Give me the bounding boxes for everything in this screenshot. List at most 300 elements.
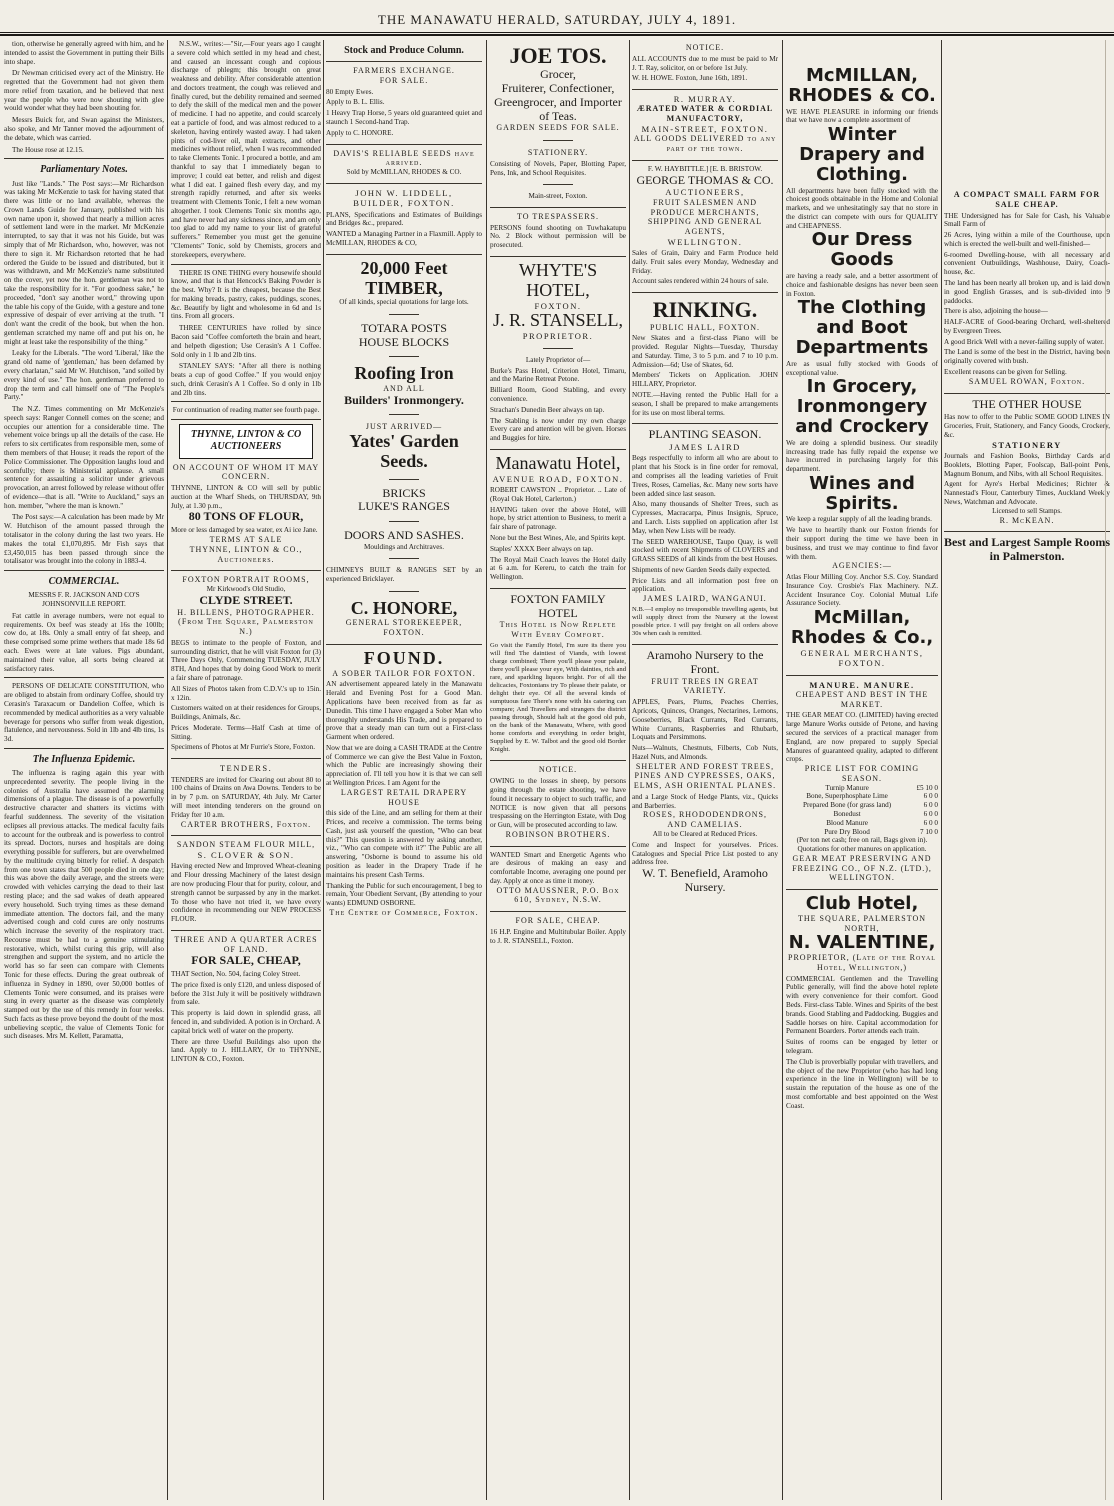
ad-body: Price Lists and all information post free on application. [632, 576, 778, 594]
ad-body: ROBERT CAWSTON .. Proprietor. .. Late of (Royal Oak Hotel, Carlerton.) [490, 486, 626, 503]
price-list [786, 784, 938, 837]
masthead-rule [0, 32, 1114, 33]
ad-body: Apply to B. L. Ellis. [326, 98, 385, 107]
ad-heading: TO TRESPASSERS. [517, 211, 599, 221]
advertisement [171, 463, 321, 565]
column-rule [782, 40, 783, 1500]
advertisement [944, 398, 1110, 526]
ad-headline: Wines and Spirits. [809, 472, 915, 514]
advertisement [944, 536, 1110, 564]
ad-body: this side of the Line, and am selling for them at their Prices, and receive a commission. The terms being Cash, just ask yourself the question, "Who can beat this?" This question is answered by asking another, viz., "Who can compete with it?" The Public are all answering, "Osborne is bound to assume his old position as leader in the Drapery Trade if he maintains his present Cash Terms. [326, 809, 482, 879]
divider [326, 644, 482, 645]
ad-body: PERSONS found shooting on Tuwhakatupu No. 2 Block without permission will be prosecuted. [490, 223, 626, 250]
price-row [786, 810, 938, 819]
ad-signature: W. T. Benefield, Aramoho Nursery. [642, 866, 768, 894]
ad-line: WELLINGTON. [667, 236, 743, 247]
advertisement [490, 261, 626, 443]
ad-body: Come and Inspect for yourselves. Prices. Catalogues and Special Price List posted to any address free. [632, 840, 778, 867]
ad-headline: FOR SALE, CHEAP, [191, 953, 301, 968]
ad-body: and a Large Stock of Hedge Plants, viz., Quicks and Barberries. [632, 792, 778, 810]
ad-headline: WHYTE'S HOTEL, [518, 259, 598, 300]
ad-line: AND ALL [383, 384, 425, 394]
divider [171, 835, 321, 836]
paragraph: Messrs Buick for, and Swan against the Ministers, also spoke, and Mr Tanner moved the adjournment of the debate, which was carried. [4, 116, 164, 142]
advertisement [944, 190, 1110, 387]
price-value: 6 0 0 [923, 792, 938, 801]
ad-heading: NOTICE. [685, 43, 725, 52]
column-rule [629, 40, 630, 1500]
advertisement [326, 649, 482, 918]
price-value: 6 0 0 [923, 809, 938, 818]
ad-body: Has now to offer to the Public SOME GOOD LINES IN Groceries, Fruit, Stationery, and Fancy Goods, Crockery, &c. [944, 413, 1110, 439]
auctioneer-stamp: THYNNE, LINTON & CO AUCTIONEERS [179, 424, 313, 458]
ad-body: Strachan's Dunedin Beer always on tap. [490, 405, 605, 414]
price-value: 7 10 0 [920, 827, 938, 836]
column-4 [490, 40, 626, 1500]
advertisement [786, 66, 938, 669]
divider [490, 760, 626, 761]
ad-body: are having a ready sale, and a better assortment of choice and fashionable designs has never been seen in Foxton. [786, 272, 938, 298]
ad-headline: C. HONORE, [350, 597, 458, 618]
divider [171, 401, 321, 402]
advertisement [490, 765, 626, 839]
ad-heading: MANURE. MANURE. [809, 679, 915, 690]
ad-line: Builders' Ironmongery. [344, 392, 464, 407]
ad-headline: JOE TOS. [509, 43, 607, 68]
paragraph: STANLEY SAYS: "After all there is nothing beats a cup of good Coffee." If you would enjoy such, drink Cerasin's A 1 Coffee. So d only in 1lb and 2lb tins. [171, 362, 321, 397]
price-item: Turnip Manure [825, 783, 869, 792]
ad-line: Lately Proprietor of— [525, 355, 591, 364]
ad-body: The Land is some of the best in the District, having been originally covered with bush. [944, 348, 1110, 366]
ad-heading: ON ACCOUNT OF WHOM IT MAY CONCERN. [172, 462, 320, 482]
ad-body: COMMERCIAL Gentlemen and the Travelling Public generally, will find the above hotel replete with every convenience for their comfort. Good Beds. First-class Table. Wines and Spirits of the best brands. Good Stabling and Paddocking. Buggies and Saddle horses on hire. Capital accommodation for Permanent Boarders. Porter attends each train. [786, 974, 938, 1036]
ad-headline: J. R. STANSELL, [492, 309, 624, 330]
price-row [786, 784, 938, 793]
ad-line: FRUIT SALESMEN AND PRODUCE MERCHANTS, SHIPPING AND GENERAL AGENTS, [647, 197, 763, 236]
ad-body: Suites of rooms can be engaged by letter or telegram. [786, 1038, 938, 1055]
price-row [786, 828, 938, 837]
ad-body: We are doing a splendid business. Our steadily increasing trade has fully repaid the expense we have incurred in purchasing largely for this department. [786, 438, 938, 474]
ad-line: All to be Cleared at Reduced Prices. [652, 829, 758, 838]
ad-body: Specimens of Photos at Mr Furrie's Store, Foxton. [171, 743, 316, 752]
ad-body: TENDERS are invited for Clearing out about 80 to 100 chains of Drains on Awa Downs. Tenders to be in by 7 p.m. on SATURDAY, 4th July. Mr Carter will meet intending tenderers on the ground on Friday fter 10 a.m. [171, 775, 321, 819]
ad-headline: Aramoho Nursery to the Front. [646, 648, 764, 676]
ad-body: Go visit the Family Hotel, I'm sure its there you will find The daintiest of Viands, with lowest charge combined; There you'll please your palate, there you'll please your eye, With dainties, rich and rare, and sparkling liquors bright. For of all the delicacies, Foxtonians try To please their palate, or delight their eye. Of all the several kinds of sumptuous fare There's none with his catering can compare; And Travellers and strangers the district passing through, Should halt at the good old pub, on the bank of the Manawatu, Where, with good home comforts and everything in order bright, Supplied by E. W. Talbot and the good old Border Knight. [490, 641, 626, 754]
divider [490, 207, 626, 208]
divider [4, 570, 164, 571]
paragraph: Leaky for the Liberals. "The word 'Liberal,' like the grand old name of 'gentleman,' has been defamed by every charlatan," said Mr W. Hutchison, "and soiled by every kind of use." The hon. gentleman preferred to drop the term and call himself one of "The People's Party." [4, 349, 164, 402]
ad-heading: SANDON STEAM FLOUR MILL, [176, 840, 316, 850]
subheading: MESSRS F. R. JACKSON AND CO'S JOHNSONVILLE REPORT. [28, 591, 140, 609]
ad-line: AVENUE ROAD, FOXTON. [492, 473, 624, 484]
ad-signature: R. McKEAN. [999, 515, 1055, 525]
divider [632, 89, 778, 90]
ad-line: ALL GOODS DELIVERED to any part of the town. [633, 134, 777, 154]
separator [326, 554, 482, 563]
ad-body: 6-roomed Dwelling-house, with all necessary and convenient Outbuildings, Washhouse, Dairy, Coach-house, &c. [944, 250, 1110, 277]
ad-body: HALF-ACRE of Good-bearing Orchard, well-sheltered by Evergreen Trees. [944, 318, 1110, 335]
ad-body: THYNNE, LINTON & CO will sell by public auction at the Wharf Sheds, on THURSDAY, 9th July, at 1.30 p.m., [171, 484, 321, 510]
masthead-title: THE MANAWATU HERALD, SATURDAY, JULY 4, 1891. [377, 12, 737, 27]
ad-headline: GEORGE THOMAS & CO. [636, 172, 774, 187]
ad-body: CHIMNEYS BUILT & RANGES SET by an experienced Bricklayer. [326, 566, 482, 584]
price-row [786, 819, 938, 828]
ad-body: NOTE.—Having rented the Public Hall for a season, I shall be prepared to make arrangements for its use on most liberal terms. [632, 390, 778, 417]
advertisement [171, 763, 321, 829]
ad-line: Licensed to sell Stamps. [992, 506, 1062, 515]
ad-body: None but the Best Wines, Ale, and Spirits kept. [490, 533, 626, 542]
advertisement [490, 454, 626, 582]
advertisement [490, 851, 626, 906]
ad-body: PLANS, Specifications and Estimates of Buildings and Bridges &c., prepared. [326, 210, 482, 228]
section-heading: Parliamentary Notes. [40, 164, 128, 176]
ad-line: AUCTIONEERS, [665, 187, 745, 198]
ad-body: Staples' XXXX Beer always on tap. [490, 544, 594, 553]
ad-body: Are as usual fully stocked with Goods of exceptional value. [786, 359, 938, 377]
ad-line: Fruiterer, Confectioner, [501, 81, 615, 96]
price-item: Prepared Bone (for grass land) [802, 801, 892, 810]
ad-body: Consisting of Novels, Paper, Blotting Paper, Pens, Ink, and School Requisites. [490, 159, 626, 177]
ad-line: MAIN-STREET, FOXTON. [641, 123, 769, 134]
ad-body: Customers waited on at their residences for Groups, Buildings, Animals, &c. [171, 704, 321, 722]
ad-line: Mouldings and Architraves. [363, 542, 445, 551]
advertisement [632, 428, 778, 638]
paragraph: tion, otherwise he generally agreed with him, and he intended to assist the Government in putting their Bills into shape. [4, 40, 164, 66]
separator [326, 411, 482, 420]
advertisement [632, 165, 778, 286]
ad-headline: 20,000 Feet TIMBER, [360, 257, 448, 298]
column-7 [944, 40, 1110, 1500]
divider [171, 758, 321, 759]
separator [490, 180, 626, 189]
ad-line: Main-street, Foxton. [528, 192, 588, 201]
ad-line: ÆRATED WATER & CORDIAL MANUFACTORY, [636, 104, 774, 124]
divider [326, 183, 482, 184]
ad-line: F. W. HAYBITTLE.] [E. B. BRISTOW. [647, 164, 763, 173]
ad-signature: JAMES LAIRD, WANGANUI. [643, 594, 767, 604]
ad-body: We have to heartily thank our Foxton friends for their support during the time we have been in business, and trust we may continue to find favor with them. [786, 526, 938, 561]
ad-heading: AGENCIES:— [832, 561, 892, 571]
advertisement [490, 43, 626, 201]
ad-body: Shipments of new Garden Seeds daily expected. [632, 565, 771, 574]
divider [944, 393, 1110, 394]
ad-line: BUILDER, FOXTON. [353, 198, 455, 209]
ad-heading: FOXTON PORTRAIT ROOMS, [182, 575, 310, 585]
ad-headline: The Clothing and Boot Departments [795, 297, 929, 358]
price-item: Blood Manure [826, 818, 868, 827]
divider [632, 423, 778, 424]
divider [632, 160, 778, 161]
ad-heading: DAVIS'S RELIABLE SEEDS have arrived. [333, 148, 475, 168]
paragraph: N.S.W., writes:—"Sir,—Four years ago I caught a severe cold which settled in my head and chest, and caused an incessant cough and copious discharge of phlegm; this brought on great weakness and debility. After considerable attention and doctors treatment, the cough was relieved and finally cured, but the debility remained and seemed to defy the skill of the medical men and the power of medicine. I had no appetite, and could scarcely eat a particle of food, and was almost reduced to a skeleton, having entirely wasted away. I had taken pints of cod-liver oil, malt extracts, and other medicines without relief, when I was recommended to take Clements Tonic. I procured a bottle, and am thankful to say that I immediately began to improve; I could eat better, and relish and digest what I did eat. I gained flesh every day, and my strength rapidly returned, and after six weeks treatment with Clements Tonic, I felt a new woman altogether. I took Clements Tonic six months ago, and have never had any sickness since, and am only too glad to add my name to your list of grateful sufferers." Remember you must get the genuine "Clements" Tonic, sold by Chemists, grocers and storekeepers, everywhere. [171, 40, 321, 259]
ad-headline: 80 TONS OF FLOUR, [188, 509, 304, 524]
ad-body: Agent for Ayre's Herbal Medicines; Richter & Nannestad's Flour, Canterbury Times, Auckland Weekly News, Watchman and Advocate. [944, 480, 1110, 506]
divider [326, 61, 482, 62]
ad-body: Sales of Grain, Dairy and Farm Produce held daily. Fruit sales every Monday, Wednesday and Friday. [632, 249, 778, 275]
separator [326, 517, 482, 526]
ad-headline: PLANTING SEASON. [648, 427, 762, 442]
ad-line: H. BILLENS, PHOTOGRAPHER. (From The Square, Palmerston N.) [177, 607, 315, 637]
ad-body: Nuts—Walnuts, Chestnuts, Filberts, Cob Nuts, Hazel Nuts, and Almonds. [632, 744, 778, 761]
ad-body: 26 Acres, lying within a mile of the Courthouse, upon which is erected the well-built and well-finished— [944, 231, 1110, 248]
ad-body: BEGS to intimate to the people of Foxton, and surrounding district, that he will visit Foxton for (3) Three Days Only, Commencing TUESDAY, JULY 8TH, And hopes that by doing Good Work to merit a fair share of patronage. [171, 638, 321, 682]
ad-signature: The Centre of Commerce, Foxton. [329, 907, 479, 917]
ad-body: W. H. HOWE. Foxton, June 16th, 1891. [632, 74, 748, 83]
ad-line: This Hotel is Now Replete With Every Comfort. [499, 620, 617, 640]
ad-heading: TENDERS. [219, 763, 273, 774]
ad-body: Having erected New and Improved Wheat-cleaning and Flour dressing Machinery of the latest design are now producing Flour that for purity, colour, and strength cannot be surpassed by any in the market. To those who have not tried it, we have every confidence in recommending our NEW PROCESS FLOUR. [171, 862, 321, 924]
ad-body: APPLES, Pears, Plums, Peaches Cherries, Apricots, Quinces, Oranges, Nectarines, Lemons, Gooseberries, Black Currants, Red Currants, White Currants, Raspberries and Rhubarb, Loquats and Persimmons. [632, 698, 778, 742]
ad-line: PUBLIC HALL, FOXTON. [649, 322, 761, 332]
ad-body: N.B.—I employ no irresponsible travelling agents, but will supply direct from the Nursery at the lowest possible price. I will pay freight on all orders above 30s when cash is remitted. [632, 605, 778, 638]
ad-body: More or less damaged by sea water, ex Ai ice Jane. [171, 526, 318, 535]
ad-body: THE GEAR MEAT CO. (LIMITED) having erected large Manure Works outside of Petone, and having secured the services of a practical manager from England, are now prepared to supply Special Manures of guaranteed quality, adapted to different crops. [786, 711, 938, 764]
advertisement [632, 649, 778, 895]
paragraph: PERSONS OF DELICATE CONSTITUTION, who are obliged to abstain from ordinary Coffee, should try Cerasin's Taraxacum or Dandelion Coffee, which is recommended by medical authorities as a very valuable beverage for persons who suffer from weak digestion, flatulence, and nervousness. Sold in 1lb and 4lb tins, 1s 3d. [4, 682, 164, 744]
ad-headline: RINKING. [652, 297, 758, 323]
separator [326, 310, 482, 319]
price-item: Bone, Superphosphate Lime [806, 792, 888, 801]
ad-line: Grocer, [540, 67, 576, 82]
ad-body: Thanking the Public for such encouragement, I beg to remain, Your Obedient Servant, (By attending to your wants) EDMUND OSBORNE. [326, 881, 482, 908]
column-rule [486, 40, 487, 1500]
ad-body: THAT Section, No. 504, facing Coley Street. [171, 970, 301, 979]
advertisement [171, 935, 321, 1064]
advertisement [490, 593, 626, 755]
divider [632, 644, 778, 645]
divider [490, 846, 626, 847]
paragraph: The House rose at 12.15. [12, 145, 84, 154]
ad-body: Billiard Room, Good Stabling, and every convenience. [490, 386, 626, 403]
ad-heading: R. MURRAY. [673, 94, 737, 105]
ad-line: PROPRIETOR. [522, 330, 594, 341]
page-edge [1105, 40, 1112, 1500]
paragraph: The N.Z. Times commenting on Mr McKenzie's speech says: Ranger Connell comes on the scene; and occupies our attention for a considerable time. The vehement voice brings up all the details of the case. He refers to six certificates from responsible men, some of them members of that House; it reads the report of the Police Commissioner. The Opposition laughs loud and scornfully; there is Ministerial applause. A small sentence for assaulting a solicitor under grievous provocation, an arrest followed by release without offer of evidence—that is all. "Write to Auckland," says an hon. member, "where the man is known." [4, 405, 164, 510]
divider [786, 675, 938, 676]
ad-headline: Yates' Garden Seeds. [349, 431, 459, 471]
ad-body: Prices Moderate. Terms—Half Cash at time of Sitting. [171, 723, 321, 741]
ad-body: ALL ACCOUNTS due to me must be paid to Mr J. T. Ray, solicitor, on or before 1st July. [632, 54, 778, 72]
advertisement [632, 297, 778, 417]
ad-signature: SAMUEL ROWAN, Foxton. [968, 376, 1086, 386]
divider [171, 264, 321, 265]
ad-body: The land has been nearly all broken up, and is laid down in good English Grasses, and is sub-divided into 9 paddocks. [944, 278, 1110, 305]
ad-body: Atlas Flour Milling Coy. Anchor S.S. Coy. Standard Insurance Coy. Crosbie's Flax Machinery. N.Z. Accident Insurance Coy. Colonial Mutual Life Assurance Society. [786, 573, 938, 608]
ad-headline: FOXTON FAMILY HOTEL [510, 591, 606, 620]
ad-headline: FOUND. [363, 647, 445, 668]
divider [4, 748, 164, 749]
ad-line: GENERAL STOREKEEPER, FOXTON. [345, 618, 463, 638]
ad-heading: FARMERS EXCHANGE. [353, 66, 455, 76]
ad-body: New Skates and a first-class Piano will be provided. Regular Nights—Tuesday, Thursday and Saturday. Time, 3 to 5 p.m. and 7 to 10 p.m. Admission—6d; Use of Skates, 6d. [632, 334, 778, 369]
ad-body: HAVING taken over the above Hotel, will hope, by strict attention to Business, to merit a fair share of patronage. [490, 505, 626, 532]
divider [171, 570, 321, 571]
column-2 [171, 40, 321, 1500]
ad-heading: A COMPACT SMALL FARM FOR SALE CHEAP. [953, 190, 1101, 209]
advertisement [786, 894, 938, 1110]
price-item: Pure Dry Blood [824, 827, 870, 836]
advertisement [326, 66, 482, 137]
ad-line: SHELTER AND FOREST TREES, PINES AND CYPRESSES, OAKS, ELMS, ASH ORIENTAL PLANES. [633, 761, 777, 791]
divider [326, 144, 482, 145]
divider [171, 419, 321, 420]
ad-body: Excellent reasons can be given for Selling. [944, 368, 1067, 376]
price-item: Bonedust [833, 809, 861, 818]
ad-line: Greengrocer, and Importer of Teas. [494, 94, 622, 123]
ad-headline: Best and Largest Sample Rooms in Palmerston. [944, 535, 1110, 564]
ad-body: OWING to the losses in sheep, by persons going through the estate shooting, we have found it necessary to object to such traffic, and NOTICE is now given that all persons trespassing on the Herrington Estate, with Dog or Gun, will be prosecuted according to law. [490, 777, 626, 830]
advertisement [786, 680, 938, 884]
ad-heading: NOTICE. [538, 765, 578, 775]
ad-line: ROSES, RHODODENDRONS, AND CAMELIAS. [643, 810, 767, 830]
ad-heading: JOHN W. LIDDELL, [355, 187, 453, 198]
divider [786, 889, 938, 890]
ad-body: 16 H.P. Engine and Multitubular Boiler. Apply to J. R. STANSELL, Foxton. [490, 927, 626, 945]
ad-headline: CLYDE STREET. [199, 592, 293, 607]
advertisement [326, 149, 482, 177]
ad-body: The Royal Mail Coach leaves the Hotel daily at 6 a.m. for Kereru, to catch the train for Wellington. [490, 555, 626, 582]
ad-body: Burke's Pass Hotel, Criterion Hotel, Timaru, and the Marine Retreat Petone. [490, 366, 626, 384]
ad-body: Also, many thousands of Shelter Trees, such as Cypresses, Macracarpa, Pinus Insignis, Spruce, and Larch. Lists supplied on application after 1st May, when New Lists will be ready. [632, 500, 778, 535]
column-rule [941, 40, 942, 1500]
ad-signature: THYNNE, LINTON & CO., Auctioneers. [189, 544, 303, 564]
ad-body: There are three Useful Buildings also upon the land. Apply to J. HILLARY, Or to THYNNE, LINTON & CO., Foxton. [171, 1037, 321, 1064]
ad-line: HOUSE BLOCKS [358, 334, 450, 349]
price-row [786, 792, 938, 801]
ad-body: The Stabling is now under my own charge Every care and attention will be given. Horses and Buggies for hire. [490, 416, 626, 443]
ad-headline: Roofing Iron [354, 363, 454, 384]
ad-body: THE Undersigned has for Sale for Cash, his Valuable Small Farm of [944, 211, 1110, 229]
ad-body: WANTED Smart and Energetic Agents who are desirous of making an easy and comfortable Income, averaging one pound per day. Apply at once as time it money. [490, 850, 626, 885]
ad-line: BRICKS [382, 485, 426, 500]
ad-body: Now that we are doing a CASH TRADE at the Centre of Commerce we can give the Best Value in Foxton, which the Public are increasingly showing their appreciation of. I'll tell you how it is that we can sell at Wellington Prices. I am Agent for the [326, 743, 482, 788]
column-6 [786, 40, 938, 1500]
separator [490, 136, 626, 145]
advertisement [326, 259, 482, 638]
divider [490, 588, 626, 589]
divider [4, 158, 164, 159]
ad-line: CHEAPEST AND BEST IN THE MARKET. [795, 689, 929, 709]
ad-line: TOTARA POSTS [361, 320, 447, 335]
ad-body: 1 Heavy Trap Horse, 5 years old guaranteed quiet and staunch 1 Second-hand Trap. [326, 109, 482, 127]
ad-body: This property is laid down in splendid grass, all fenced in, and subdivided. A potion is in Orchard. A capital brick well of water on the property. [171, 1009, 321, 1035]
ad-heading: FOR SALE, CHEAP. [515, 916, 601, 926]
separator [326, 475, 482, 484]
ad-body: Apply to C. HONORE. [326, 128, 394, 137]
price-row [786, 801, 938, 810]
section-heading: Stock and Produce Column. [344, 45, 464, 56]
ad-body: Account sales rendered within 24 hours of sale. [632, 277, 769, 286]
ad-body: AN advertisement appeared lately in the Manawatu Herald and Evening Post for a Good Man. Applications have been received from as far as Dunedin. This time I have engaged a Sober Man who thoroughly understands His Trade, and is prepared to prove that a steady man can turn out a First-class Garment when ordered. [326, 680, 482, 742]
masthead [0, 0, 1114, 36]
advertisement [632, 94, 778, 154]
advertisement [171, 840, 321, 924]
ad-line: FOXTON. [534, 300, 582, 311]
column-5 [632, 40, 778, 1500]
ad-body: A good Brick Well with a never-failing supply of water. [944, 337, 1105, 346]
ad-line: PROPRIETOR, (Late of the Royal Hotel, Wellington,) [788, 953, 936, 972]
ad-signature: CARTER BROTHERS, Foxton. [180, 819, 312, 829]
column-rule [323, 40, 324, 1500]
ad-line: Mr Kirkwood's Old Studio, [206, 585, 286, 594]
ad-line: FOR SALE. [379, 75, 429, 85]
paragraph: Fat cattle in average numbers, were not equal to requirements. Ox beef was steady at 16s the 100lb; cow do, at 18s. Only a small entry of fat sheep, and these comprised some prime wethers that made 18s 6d each. Ewes were at late values. Pigs abundant, maintained their value, all sorts being cleared at satisfactory rates. [4, 611, 164, 673]
separator [326, 352, 482, 361]
ad-line: TERMS AT SALE [209, 535, 283, 545]
paragraph: The influenza is raging again this year with unprecedented severity. The people living in the colonies of Australia have assumed the alarming dimensions of a plague. The disease is of a powerfully destructive character and shatters its victims with fearful suddenness. The severity of the visitation eclipses all previous attacks. The medical faculty fails to account for the outbreak and is powerless to control its spread. Doctors, nurses and hospitals are doing everything possible for sufferers, but are overwhelmed by the multitude crying bitterly for relief. A despatch from one town states that 500 people died in one day; this was above the daily average, and the streets were crowded with vehicles carrying the dead to their last resting place; and the sad wakes of death appeared every household. Such trying times as these demand immediate attention. The doctors fail, and the many advertised cough and cold cures are only nostrums which increase the severity of the respiratory tract. Recourse must be had to a genuine stimulating restorative, which, whilst curing this grip, will also strengthen and support the system, and no article the world has so far seen can compare with Clements Tonic for these effects. During the great outbreak of influenza in Sydney in 1890, over 50,000 bottles of Clements Tonic were consumed, and its praises were sung in every quarter as the disease was completely stamped out by the use of this remedy in four weeks. Such facts as these prove beyond the doubt of the most unbelieving sceptic, the value of Clements Tonic for such diseases. Mrs M. Kellett, Paramatta, [4, 769, 164, 1041]
ad-heading: JAMES LAIRD [669, 442, 741, 453]
ad-body: WE HAVE PLEASURE in informing our friends that we have now a complete assortment of [786, 107, 938, 125]
divider [944, 531, 1110, 532]
paragraph: THERE IS ONE THING every housewife should know, and that is that Hencock's Baking Powder is the best. Why? It is the cheapest, because the Best for making breads, pastry, cakes, puddings, scones, &c. Beautify by light and wholesome in 6d and 1s tins. From all grocers. [171, 268, 321, 321]
ad-line: JUST ARRIVED— [365, 422, 443, 432]
ad-line: DOORS AND SASHES. [344, 527, 464, 542]
advertisement [632, 43, 778, 83]
ad-line: A SOBER TAILOR FOR FOXTON. [332, 668, 476, 678]
divider [632, 292, 778, 293]
ad-headline: Winter Drapery and Clothing. [799, 124, 925, 185]
ad-body: There is also, adjoining the house— [944, 307, 1048, 316]
ad-body: All departments have been fully stocked with the choicest goods obtainable in the Home and Colonial markets, and we unhesitatingly say that no store in the district can compete with ours for QUALITY and CHEAPNESS. [786, 186, 938, 230]
ad-headline: Our Dress Goods [811, 229, 913, 271]
advertisement [171, 575, 321, 752]
ad-heading: THREE AND A QUARTER ACRES OF LAND. [174, 934, 318, 954]
advertisement [326, 188, 482, 248]
price-value: 6 0 0 [923, 818, 938, 827]
ad-line: LARGEST RETAIL DRAPERY HOUSE [340, 787, 468, 807]
ad-line: Quotations for other manures on application. [797, 845, 927, 854]
divider [4, 677, 164, 678]
divider [490, 449, 626, 450]
ad-line: GARDEN SEEDS FOR SALE. [496, 123, 620, 133]
price-value: £5 10 0 [916, 783, 938, 792]
ad-body: We keep a regular supply of all the leading brands. [786, 515, 932, 524]
price-value: 6 0 0 [923, 801, 938, 810]
advertisement [490, 212, 626, 250]
section-heading: The Influenza Epidemic. [32, 753, 136, 765]
ad-headline: Club Hotel, [805, 893, 919, 915]
ad-line: PRICE LIST FOR COMING SEASON. [804, 764, 920, 783]
divider [171, 930, 321, 931]
ad-heading: STATIONERY [992, 439, 1062, 450]
ad-headline: N. VALENTINE, [788, 932, 936, 954]
ad-body: Members' Tickets on Application. JOHN HILLARY, Proprietor. [632, 371, 778, 389]
paragraph: THREE CENTURIES have rolled by since Bacon said "Coffee comforteth the brain and heart, and helpeth digestion; Use Cerasin's A 1 Coffee. Sold only in 1 lb and 2lb tins. [171, 324, 321, 359]
ad-body: 80 Empty Ewes. [326, 87, 374, 96]
ad-signature: GEAR MEAT PRESERVING AND FREEZING CO., OF N.Z. (LTD.), WELLINGTON. [792, 853, 932, 883]
ad-line: GENERAL MERCHANTS, FOXTON. [800, 647, 924, 669]
ad-line: THE SQUARE, PALMERSTON NORTH, [797, 913, 926, 933]
ad-headline: Manawatu Hotel, [495, 452, 621, 473]
divider [326, 254, 482, 255]
section-heading: COMMERCIAL. [48, 576, 120, 588]
ad-line: (Per ton net cash; free on rail, Bags given in). [796, 836, 928, 845]
divider [490, 911, 626, 912]
divider [490, 256, 626, 257]
column-3 [326, 40, 482, 1500]
ad-body: Begs respectfully to inform all who are about to plant that his Stock is in fine order for removal, and comprises all the leading varieties of Fruit Trees, Roses, Camelias, &c. Many new sorts have been added since last season. [632, 454, 778, 498]
ad-signature: ROBINSON BROTHERS. [505, 829, 611, 839]
ad-body: The price fixed is only £120, and unless disposed of before the 31st July it will be positively withdrawn from sale. [171, 980, 321, 1007]
ad-headline: THE OTHER HOUSE [972, 396, 1082, 411]
column-1 [4, 40, 164, 1500]
ad-line: S. CLOVER & SON. [197, 850, 295, 861]
paragraph: For continuation of reading matter see fourth page. [172, 406, 320, 415]
ad-line: Of all kinds, special quotations for large lots. [339, 298, 469, 307]
ad-body: The SEED WAREHOUSE, Taupo Quay, is well stocked with recent Shipments of CLOVERS and GRASS SEEDS of all kinds from the best Houses. [632, 537, 778, 564]
ad-line: Sold by McMILLAN, RHODES & CO. [346, 168, 462, 177]
ad-headline: In Grocery, Ironmongery and Crockery [795, 376, 929, 437]
